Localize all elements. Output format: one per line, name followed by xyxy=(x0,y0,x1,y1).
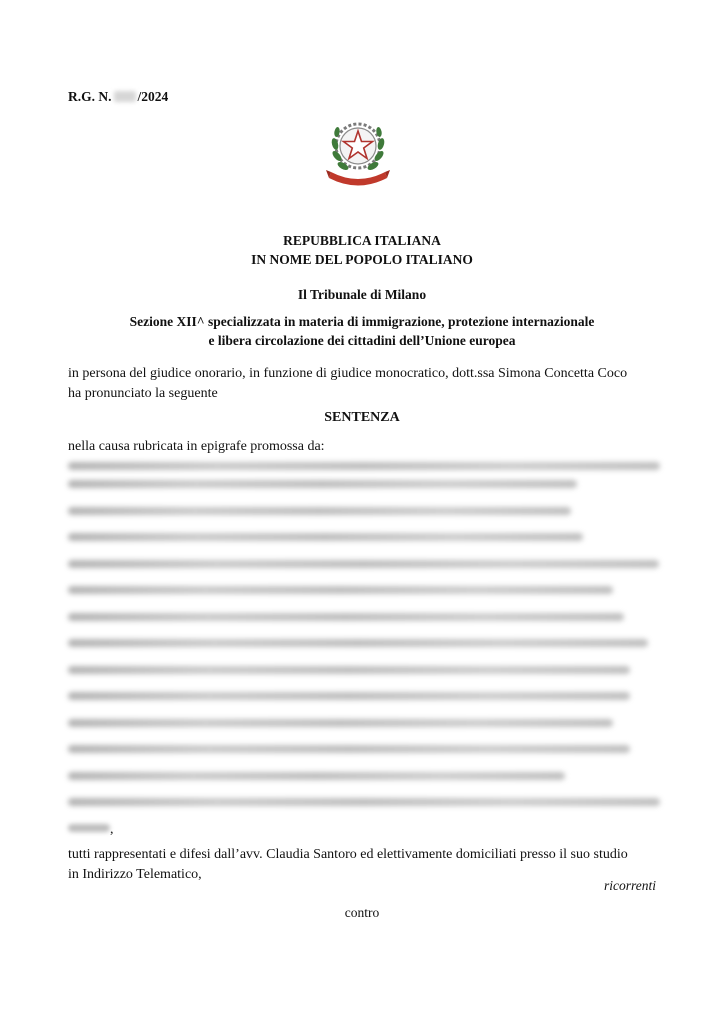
contro-label: contro xyxy=(344,905,380,920)
redacted-line xyxy=(68,639,648,647)
cause-intro: nella causa rubricata in epigrafe promossa da: xyxy=(68,439,325,454)
section-title-line1: Sezione XII^ specializzata in materia di immigrazione, protezione internazionale xyxy=(129,314,595,329)
redacted-line xyxy=(68,719,613,727)
redacted-line xyxy=(68,560,659,568)
lawyer-line2: in Indirizzo Telematico, xyxy=(68,866,202,882)
redacted-line xyxy=(68,666,630,674)
repubblica-italiana-emblem-icon xyxy=(325,114,391,190)
redacted-line xyxy=(68,798,660,806)
section-title xyxy=(0,312,724,350)
redacted-parties-block xyxy=(68,462,660,825)
case-number xyxy=(68,89,168,105)
redacted-tail-blur xyxy=(68,824,110,832)
redacted-line xyxy=(68,586,613,594)
judge-line2: ha pronunciato la seguente xyxy=(68,385,218,401)
sentenza-heading: SENTENZA xyxy=(324,410,400,425)
judge-paragraph xyxy=(68,364,658,403)
lawyer-paragraph xyxy=(68,845,658,884)
redacted-line xyxy=(68,745,630,753)
redacted-tail-comma: , xyxy=(110,822,114,837)
redacted-line xyxy=(68,533,583,541)
section-title-line2: e libera circolazione dei cittadini dell’Unione europea xyxy=(208,333,516,348)
redacted-line xyxy=(68,692,630,700)
title-popolo: IN NOME DEL POPOLO ITALIANO xyxy=(251,252,473,267)
court-name: Il Tribunale di Milano xyxy=(297,287,427,302)
case-number-redaction xyxy=(114,91,136,102)
redacted-line xyxy=(68,613,624,621)
redacted-line xyxy=(68,507,571,515)
redacted-tail xyxy=(68,820,114,839)
redacted-line xyxy=(68,480,577,488)
title-repubblica: REPUBBLICA ITALIANA xyxy=(283,233,441,248)
redacted-line xyxy=(68,772,565,780)
title-block xyxy=(0,231,724,269)
ricorrenti-label: ricorrenti xyxy=(604,878,656,893)
redacted-line xyxy=(68,462,660,470)
case-number-prefix: R.G. N. xyxy=(68,89,112,104)
lawyer-line1: tutti rappresentati e difesi dall’avv. Claudia Santoro ed elettivamente domiciliati presso il suo studio xyxy=(68,847,628,862)
emblem-ribbon xyxy=(326,170,390,186)
case-number-suffix: /2024 xyxy=(137,89,169,104)
judge-line1: in persona del giudice onorario, in funzione di giudice monocratico, dott.ssa Simona Concetta Coco xyxy=(68,366,628,381)
